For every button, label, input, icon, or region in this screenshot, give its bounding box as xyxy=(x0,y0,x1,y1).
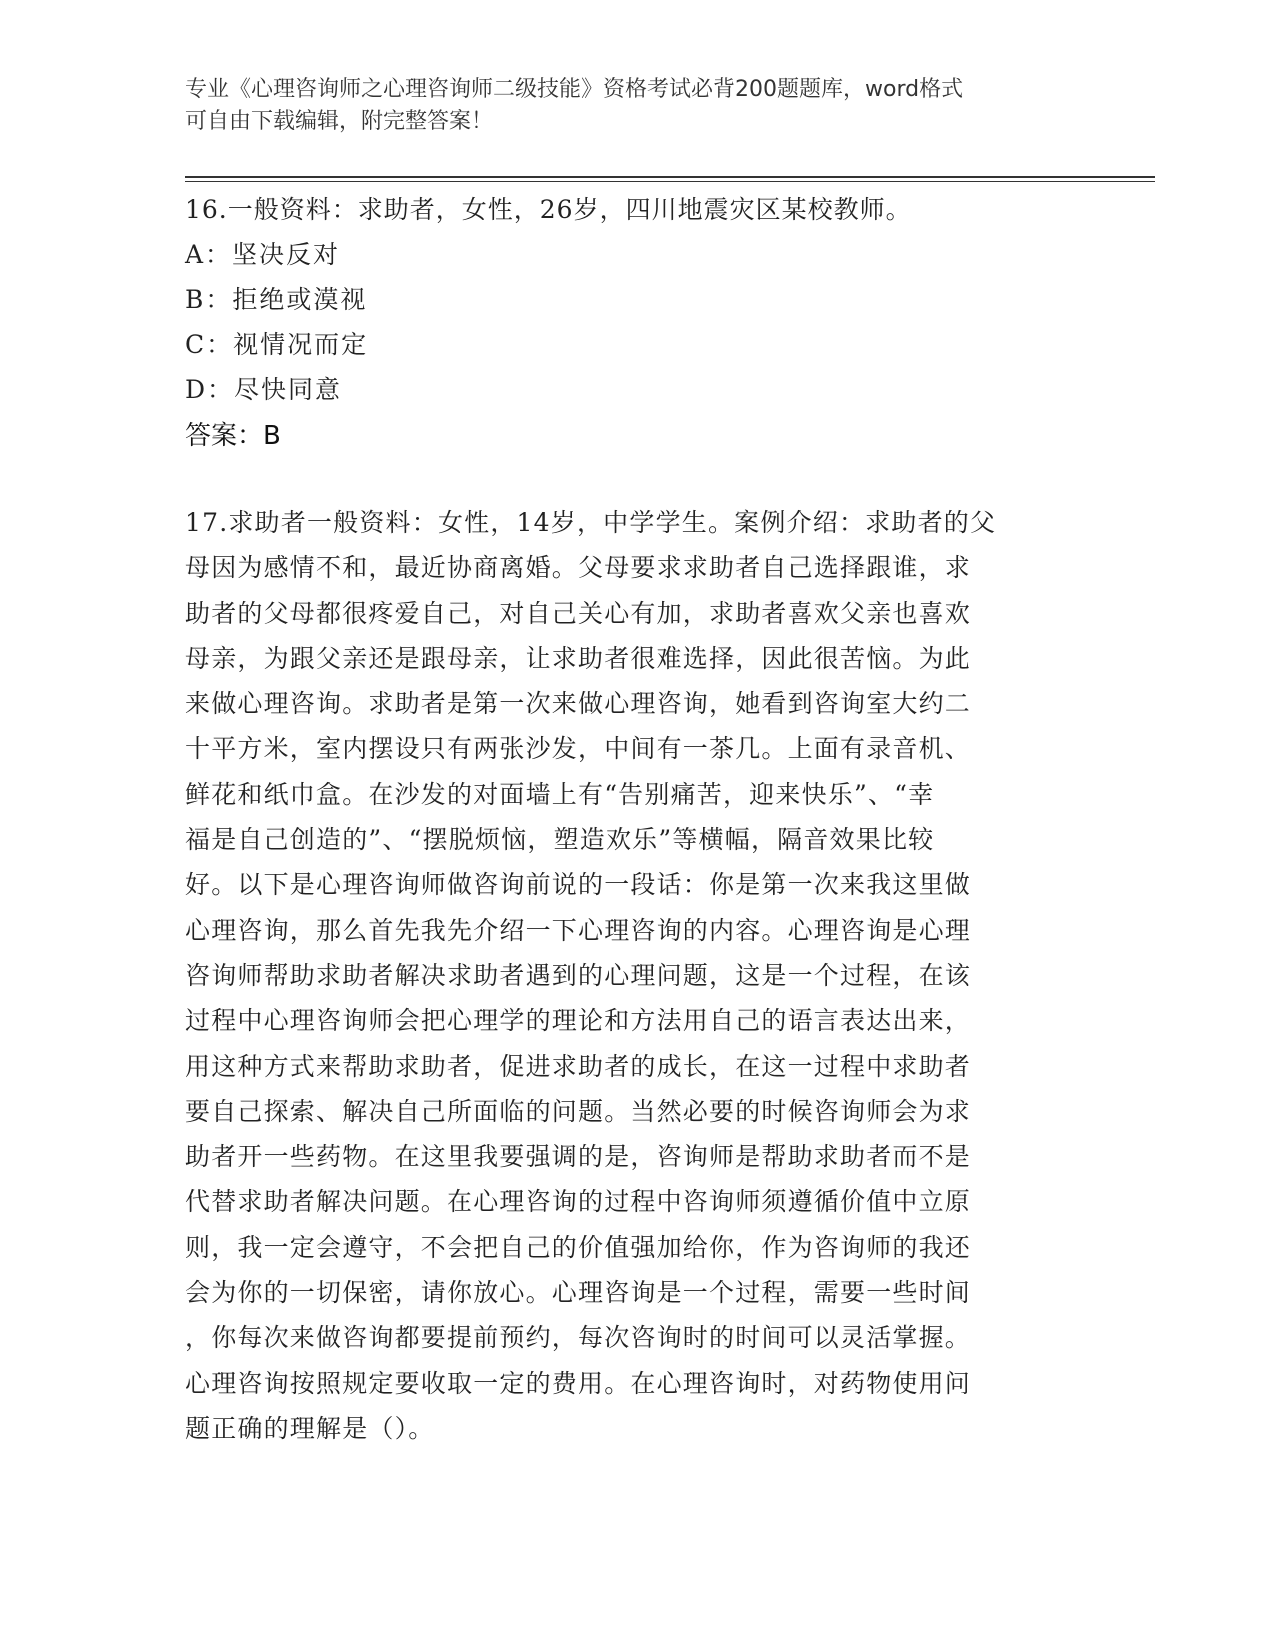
question-17-line: 过程中心理咨询师会把心理学的理论和方法用自己的语言表达出来， xyxy=(185,1006,972,1036)
question-17-line: 会为你的一切保密，请你放心。心理咨询是一个过程，需要一些时间 xyxy=(185,1278,972,1308)
question-17-line: 福是自己创造的”、“摆脱烦恼，塑造欢乐”等横幅，隔音效果比较 xyxy=(185,825,935,855)
document-header xyxy=(185,74,1085,138)
question-16-option-c: C：视情况而定 xyxy=(185,330,369,359)
question-17-line: 鲜花和纸巾盒。在沙发的对面墙上有“告别痛苦，迎来快乐”、“幸 xyxy=(185,779,935,809)
question-17-line: 助者的父母都很疼爱自己，对自己关心有加，求助者喜欢父亲也喜欢 xyxy=(185,598,972,628)
header-line: 可自由下载编辑，附完整答案！ xyxy=(185,109,494,134)
question-17-line: 来做心理咨询。求助者是第一次来做心理咨询，她看到咨询室大约二 xyxy=(185,689,972,719)
question-16-option-d: D：尽快同意 xyxy=(185,375,343,404)
question-17-line: 心理咨询按照规定要收取一定的费用。在心理咨询时，对药物使用问 xyxy=(185,1368,972,1398)
question-16-option-b: B：拒绝或漠视 xyxy=(185,285,368,314)
question-17-line: 17.求助者一般资料：女性，14岁，中学学生。案例介绍：求助者的父 xyxy=(185,508,997,537)
question-17-line: 母因为感情不和，最近协商离婚。父母要求求助者自己选择跟谁，求 xyxy=(185,553,972,583)
question-17-line: 要自己探索、解决自己所面临的问题。当然必要的时候咨询师会为求 xyxy=(185,1096,972,1126)
question-17-line: 则，我一定会遵守，不会把自己的价值强加给你，作为咨询师的我还 xyxy=(185,1232,972,1262)
question-16-answer: 答案：B xyxy=(185,421,281,451)
header-divider-thick xyxy=(185,176,1155,178)
question-17-stem xyxy=(185,500,1085,1451)
question-17-line: 题正确的理解是（）。 xyxy=(185,1413,435,1443)
question-17-line: 咨询师帮助求助者解决求助者遇到的心理问题，这是一个过程，在该 xyxy=(185,960,972,990)
question-17-line: ，你每次来做咨询都要提前预约，每次咨询时的时间可以灵活掌握。 xyxy=(185,1323,972,1353)
question-17-line: 母亲，为跟父亲还是跟母亲，让求助者很难选择，因此很苦恼。为此 xyxy=(185,643,972,673)
question-17-line: 好。以下是心理咨询师做咨询前说的一段话：你是第一次来我这里做 xyxy=(185,870,972,900)
question-17-line: 心理咨询，那么首先我先介绍一下心理咨询的内容。心理咨询是心理 xyxy=(185,915,972,945)
question-16-stem: 16.一般资料：求助者，女性，26岁，四川地震灾区某校教师。 xyxy=(185,195,912,224)
header-divider-thin xyxy=(185,181,1155,182)
question-17-line: 代替求助者解决问题。在心理咨询的过程中咨询师须遵循价值中立原 xyxy=(185,1187,972,1217)
question-17-line: 用这种方式来帮助求助者，促进求助者的成长，在这一过程中求助者 xyxy=(185,1051,972,1081)
header-line: 专业《心理咨询师之心理咨询师二级技能》资格考试必背200题题库，word格式 xyxy=(185,77,964,102)
question-17-line: 十平方米，室内摆设只有两张沙发，中间有一茶几。上面有录音机、 xyxy=(185,734,972,764)
question-16-option-a: A：坚决反对 xyxy=(185,240,341,269)
question-17-line: 助者开一些药物。在这里我要强调的是，咨询师是帮助求助者而不是 xyxy=(185,1142,972,1172)
